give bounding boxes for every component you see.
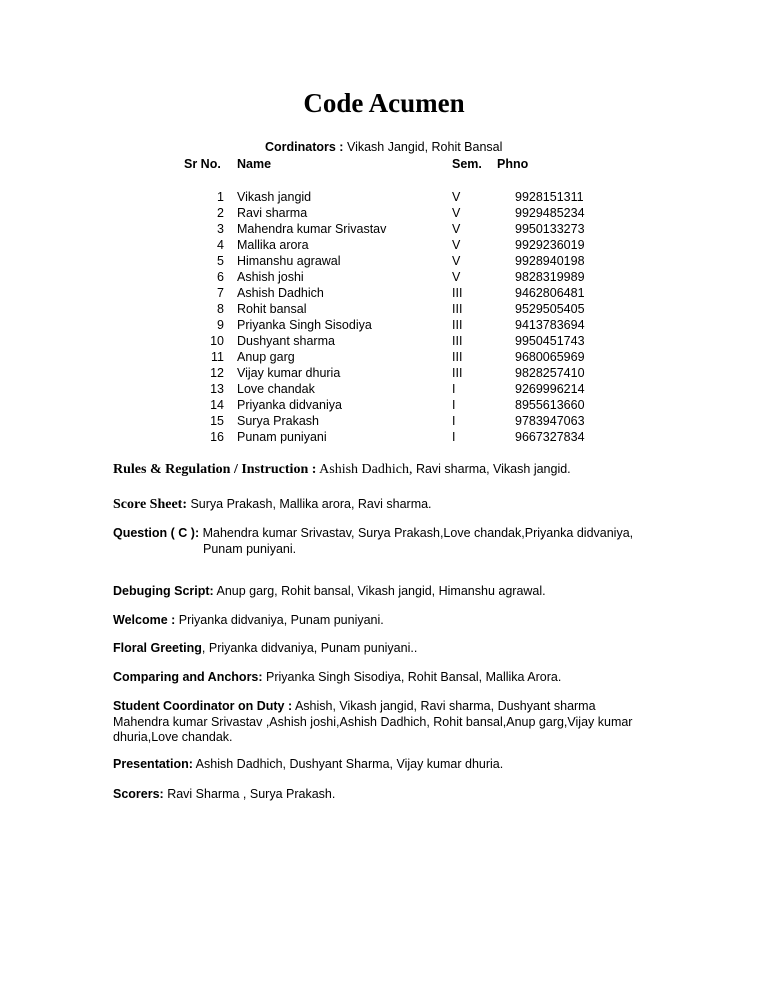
table-row bbox=[0, 205, 768, 221]
cell-phno: 9950133273 bbox=[515, 222, 585, 236]
cell-phno: 9929236019 bbox=[515, 238, 585, 252]
cell-name: Himanshu agrawal bbox=[237, 254, 341, 268]
score-sheet-section bbox=[113, 497, 673, 513]
table-row bbox=[0, 285, 768, 301]
student-coordinator-label: Student Coordinator on Duty : bbox=[113, 699, 293, 713]
cell-name: Mahendra kumar Srivastav bbox=[237, 222, 387, 236]
header-phno: Phno bbox=[497, 157, 529, 171]
header-sem: Sem. bbox=[452, 157, 482, 171]
table-row bbox=[0, 253, 768, 269]
cell-name: Surya Prakash bbox=[237, 414, 319, 428]
cell-phno: 9680065969 bbox=[515, 350, 585, 364]
cell-sr: 5 bbox=[217, 254, 224, 268]
rules-label: Rules & Regulation / Instruction : bbox=[113, 462, 317, 477]
cell-name: Ashish Dadhich bbox=[237, 286, 324, 300]
table-row bbox=[0, 413, 768, 429]
cell-sem: I bbox=[452, 430, 456, 444]
cell-sr: 1 bbox=[217, 190, 224, 204]
cell-name: Punam puniyani bbox=[237, 430, 327, 444]
debugging-label: Debuging Script: bbox=[113, 584, 214, 598]
table-row bbox=[0, 269, 768, 285]
score-sheet-label: Score Sheet: bbox=[113, 497, 187, 512]
comparing-value: Priyanka Singh Sisodiya, Rohit Bansal, Mallika Arora. bbox=[262, 670, 562, 684]
presentation-section bbox=[113, 757, 673, 773]
cell-phno: 9667327834 bbox=[515, 430, 585, 444]
table-row bbox=[0, 317, 768, 333]
score-sheet-value: Surya Prakash, Mallika arora, Ravi sharma. bbox=[187, 497, 432, 511]
cell-sr: 16 bbox=[210, 430, 224, 444]
cell-phno: 9529505405 bbox=[515, 302, 585, 316]
cell-sr: 11 bbox=[211, 350, 224, 364]
cell-phno: 9828257410 bbox=[515, 366, 585, 380]
cell-sem: III bbox=[452, 318, 463, 332]
scorers-section bbox=[113, 787, 673, 803]
comparing-label: Comparing and Anchors: bbox=[113, 670, 263, 684]
comparing-section bbox=[113, 670, 673, 686]
cell-name: Priyanka Singh Sisodiya bbox=[237, 318, 372, 332]
cell-name: Vikash jangid bbox=[237, 190, 312, 204]
floral-section bbox=[113, 641, 673, 657]
table-row bbox=[0, 189, 768, 205]
cell-sem: III bbox=[452, 302, 463, 316]
cell-phno: 9928151311 bbox=[515, 190, 584, 204]
cell-sem: V bbox=[452, 270, 461, 284]
debugging-value: Anup garg, Rohit bansal, Vikash jangid, Himanshu agrawal. bbox=[213, 584, 546, 598]
cell-sr: 8 bbox=[217, 302, 224, 316]
table-row bbox=[0, 237, 768, 253]
scorers-label: Scorers: bbox=[113, 787, 164, 801]
cell-sr: 12 bbox=[210, 366, 224, 380]
floral-label: Floral Greeting bbox=[113, 641, 202, 655]
cell-sem: III bbox=[452, 286, 463, 300]
cell-sem: V bbox=[452, 222, 461, 236]
cell-sr: 14 bbox=[210, 398, 224, 412]
coordinators-label: Cordinators : bbox=[265, 140, 344, 154]
cell-phno: 9950451743 bbox=[515, 334, 585, 348]
table-row bbox=[0, 381, 768, 397]
cell-name: Dushyant sharma bbox=[237, 334, 335, 348]
coordinator-table bbox=[0, 189, 768, 445]
cell-phno: 9413783694 bbox=[515, 318, 585, 332]
presentation-label: Presentation: bbox=[113, 757, 193, 771]
cell-sem: V bbox=[452, 206, 461, 220]
student-coordinator-value: Ashish, Vikash jangid, Ravi sharma, Dushyant sharma bbox=[292, 699, 596, 713]
cell-sem: V bbox=[452, 254, 461, 268]
table-row bbox=[0, 397, 768, 413]
student-coordinator-value-line2: Mahendra kumar Srivastav ,Ashish joshi,Ashish Dadhich, Rohit bansal,Anup garg,Vijay kumar bbox=[113, 714, 633, 729]
question-value-line2: Punam puniyani. bbox=[203, 541, 297, 556]
cell-sem: I bbox=[452, 414, 456, 428]
cell-name: Ravi sharma bbox=[237, 206, 308, 220]
cell-name: Vijay kumar dhuria bbox=[237, 366, 341, 380]
cell-phno: 9929485234 bbox=[515, 206, 585, 220]
presentation-value: Ashish Dadhich, Dushyant Sharma, Vijay kumar dhuria. bbox=[192, 757, 504, 771]
cell-sem: V bbox=[452, 238, 461, 252]
welcome-value: Priyanka didvaniya, Punam puniyani. bbox=[175, 613, 384, 627]
table-row bbox=[0, 365, 768, 381]
student-coordinator-section bbox=[113, 699, 673, 746]
cell-phno: 8955613660 bbox=[515, 398, 585, 412]
cell-sr: 7 bbox=[217, 286, 224, 300]
cell-phno: 9269996214 bbox=[515, 382, 585, 396]
cell-sr: 2 bbox=[217, 206, 224, 220]
cell-sr: 10 bbox=[210, 334, 224, 348]
cell-name: Love chandak bbox=[237, 382, 315, 396]
cell-name: Mallika arora bbox=[237, 238, 309, 252]
scorers-value: Ravi Sharma , Surya Prakash. bbox=[163, 787, 336, 801]
cell-sr: 9 bbox=[217, 318, 224, 332]
cell-phno: 9462806481 bbox=[515, 286, 585, 300]
question-section bbox=[113, 526, 673, 557]
rules-value-serif: Ashish Dadhich, bbox=[316, 462, 413, 477]
cell-sem: III bbox=[452, 350, 463, 364]
question-label: Question ( C ): bbox=[113, 526, 200, 540]
cell-name: Anup garg bbox=[237, 350, 295, 364]
table-row bbox=[0, 333, 768, 349]
cell-phno: 9828319989 bbox=[515, 270, 585, 284]
cell-sr: 13 bbox=[210, 382, 224, 396]
rules-value: Ravi sharma, Vikash jangid. bbox=[412, 462, 571, 476]
welcome-section bbox=[113, 613, 673, 629]
cell-name: Ashish joshi bbox=[237, 270, 304, 284]
coordinators-line bbox=[265, 140, 502, 154]
question-value: Mahendra kumar Srivastav, Surya Prakash,Love chandak,Priyanka didvaniya, bbox=[199, 526, 634, 540]
cell-sem: I bbox=[452, 398, 456, 412]
page-title: Code Acumen bbox=[303, 88, 465, 118]
cell-sr: 4 bbox=[217, 238, 224, 252]
student-coordinator-value-line3: dhuria,Love chandak. bbox=[113, 730, 233, 744]
rules-section bbox=[113, 462, 673, 478]
table-row bbox=[0, 301, 768, 317]
debugging-section bbox=[113, 584, 673, 600]
table-row bbox=[0, 221, 768, 237]
welcome-label: Welcome : bbox=[113, 613, 176, 627]
table-row bbox=[0, 349, 768, 365]
cell-sr: 3 bbox=[217, 222, 224, 236]
cell-sr: 6 bbox=[217, 270, 224, 284]
cell-sem: V bbox=[452, 190, 461, 204]
cell-phno: 9783947063 bbox=[515, 414, 585, 428]
header-name: Name bbox=[237, 157, 272, 171]
cell-sr: 15 bbox=[210, 414, 224, 428]
cell-sem: III bbox=[452, 366, 463, 380]
cell-sem: I bbox=[452, 382, 456, 396]
table-row bbox=[0, 429, 768, 445]
coordinators-value: Vikash Jangid, Rohit Bansal bbox=[346, 140, 503, 154]
header-sr-no: Sr No. bbox=[184, 157, 221, 171]
cell-name: Priyanka didvaniya bbox=[237, 398, 342, 412]
cell-sem: III bbox=[452, 334, 463, 348]
cell-phno: 9928940198 bbox=[515, 254, 585, 268]
cell-name: Rohit bansal bbox=[237, 302, 307, 316]
floral-value: , Priyanka didvaniya, Punam puniyani.. bbox=[201, 641, 418, 655]
